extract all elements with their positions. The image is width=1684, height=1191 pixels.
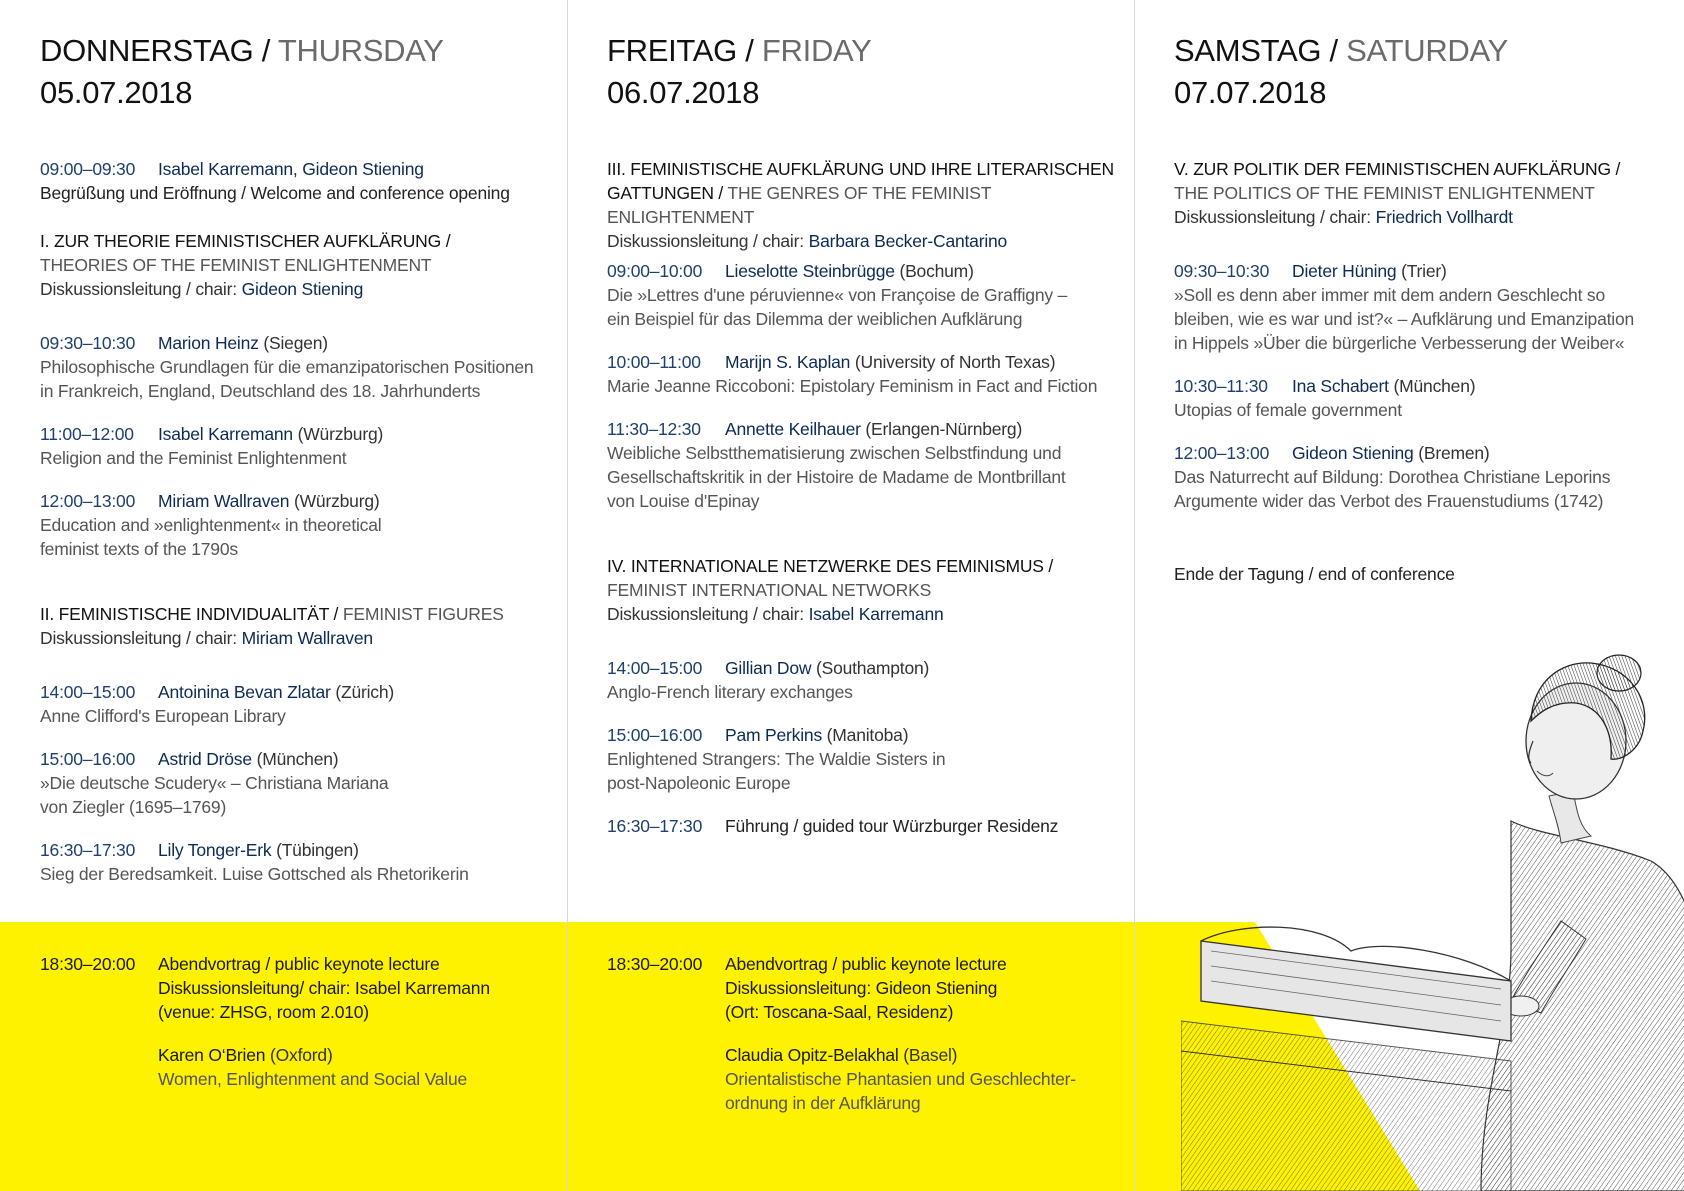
chair: Gideon Stiening xyxy=(875,978,998,998)
time: 14:00–15:00 xyxy=(40,682,136,702)
en: THEORIES OF THE FEMINIST ENLIGHTENMENT xyxy=(40,255,432,275)
time: 12:00–13:00 xyxy=(40,491,136,511)
time: 15:00–16:00 xyxy=(40,749,136,769)
engraving-illustration xyxy=(1181,621,1684,1191)
section-header xyxy=(1174,157,1684,229)
day-heading xyxy=(40,30,444,114)
chair: Friedrich Vollhardt xyxy=(1375,207,1513,227)
de: I. ZUR THEORIE FEMINISTISCHER AUFKLÄRUNG / xyxy=(40,231,451,251)
day-en: SATURDAY xyxy=(1346,33,1508,68)
chair-label: Diskussionsleitung/ chair: xyxy=(158,978,351,998)
desc: Argumente wider das Verbot des Frauenstudiums (1742) xyxy=(1174,491,1604,511)
en: THE POLITICS OF THE FEMINIST ENLIGHTENMENT xyxy=(1174,183,1595,203)
day-en: THURSDAY xyxy=(277,33,444,68)
desc: in Hippels »Über die bürgerliche Verbesserung der Weiber« xyxy=(1174,333,1625,353)
talk xyxy=(1174,259,1684,355)
chair: Barbara Becker-Cantarino xyxy=(808,231,1008,251)
name: Lieselotte Steinbrügge xyxy=(725,261,895,281)
en: FEMINIST FIGURES xyxy=(342,604,504,624)
name: Ina Schabert xyxy=(1292,376,1389,396)
desc: Education and »enlightenment« in theoretical xyxy=(40,515,382,535)
aff: (Basel) xyxy=(903,1045,958,1065)
opening-session xyxy=(40,157,550,205)
keynote xyxy=(607,952,1117,1115)
saturday-column xyxy=(1134,0,1684,1191)
de: IV. INTERNATIONALE NETZWERKE DES FEMINISMUS / xyxy=(607,556,1054,576)
talk xyxy=(607,723,1117,795)
aff: (Southampton) xyxy=(815,658,930,678)
aff: (München) xyxy=(1393,376,1476,396)
chair-label: Diskussionsleitung / chair: xyxy=(40,279,237,299)
desc: Orientalistische Phantasien und Geschlechter- xyxy=(725,1069,1076,1089)
talk xyxy=(607,350,1117,398)
talk xyxy=(607,656,1117,704)
de: V. ZUR POLITIK DER FEMINISTISCHEN AUFKLÄRUNG / xyxy=(1174,159,1621,179)
desc: Enlightened Strangers: The Waldie Sisters in xyxy=(607,749,946,769)
talk xyxy=(40,680,550,728)
aff: (Würzburg) xyxy=(297,424,384,444)
desc: ordnung in der Aufklärung xyxy=(725,1093,921,1113)
date: 06.07.2018 xyxy=(607,75,760,110)
aff: (Trier) xyxy=(1401,261,1447,281)
desc: post-Napoleonic Europe xyxy=(607,773,791,793)
aff: (Bremen) xyxy=(1418,443,1490,463)
en: FEMINIST INTERNATIONAL NETWORKS xyxy=(607,580,932,600)
desc: Anglo-French literary exchanges xyxy=(607,682,853,702)
desc: Anne Clifford's European Library xyxy=(40,706,286,726)
name: Lily Tonger-Erk xyxy=(158,840,272,860)
aff: (Würzburg) xyxy=(293,491,380,511)
time: 11:30–12:30 xyxy=(607,419,701,439)
time: 15:00–16:00 xyxy=(607,725,703,745)
desc: in Frankreich, England, Deutschland des 18. Jahrhunderts xyxy=(40,381,481,401)
de: GATTUNGEN / xyxy=(607,183,724,203)
desc: ein Beispiel für das Dilemma der weiblichen Aufklärung xyxy=(607,309,1023,329)
day-en: FRIDAY xyxy=(761,33,872,68)
name: Pam Perkins xyxy=(725,725,822,745)
talk xyxy=(40,747,550,819)
desc: Gesellschaftskritik in der Histoire de Madame de Montbrillant xyxy=(607,467,1066,487)
name: Gillian Dow xyxy=(725,658,812,678)
section-header xyxy=(607,157,1117,253)
name: Marion Heinz xyxy=(158,333,259,353)
end: Ende der Tagung / end of conference xyxy=(1174,564,1455,584)
chair-label: Diskussionsleitung / chair: xyxy=(607,231,804,251)
speaker: Claudia Opitz-Belakhal xyxy=(725,1045,899,1065)
time: 12:00–13:00 xyxy=(1174,443,1270,463)
desc: Sieg der Beredsamkeit. Luise Gottsched als Rhetorikerin xyxy=(40,864,469,884)
desc: Weibliche Selbstthematisierung zwischen Selbstfindung und xyxy=(607,443,1062,463)
aff: (University of North Texas) xyxy=(854,352,1056,372)
desc: »Soll es denn aber immer mit dem andern Geschlecht so xyxy=(1174,285,1606,305)
venue: (venue: ZHSG, room 2.010) xyxy=(158,1002,369,1022)
name: Miriam Wallraven xyxy=(158,491,290,511)
thursday-column xyxy=(0,0,567,1191)
day-heading xyxy=(607,30,871,114)
name: Astrid Dröse xyxy=(158,749,252,769)
section-header xyxy=(40,229,550,301)
chair: Isabel Karremann xyxy=(354,978,490,998)
aff: (Tübingen) xyxy=(276,840,359,860)
end-of-conference xyxy=(1174,562,1684,586)
time: 11:00–12:00 xyxy=(40,424,134,444)
talk xyxy=(40,838,550,886)
en: THE GENRES OF THE FEMINIST ENLIGHTENMENT xyxy=(607,183,991,227)
keynote xyxy=(40,952,550,1091)
talk xyxy=(607,259,1117,331)
day-de: SAMSTAG / xyxy=(1174,33,1338,68)
talk xyxy=(40,331,550,403)
aff: (Siegen) xyxy=(263,333,328,353)
aff: (München) xyxy=(256,749,339,769)
desc: Marie Jeanne Riccoboni: Epistolary Feminism in Fact and Fiction xyxy=(607,376,1098,396)
text: Führung / guided tour Würzburger Residenz xyxy=(725,816,1059,836)
venue: (Ort: Toscana-Saal, Residenz) xyxy=(725,1002,954,1022)
aff: (Manitoba) xyxy=(826,725,909,745)
desc: Die »Lettres d'une péruvienne« von Françoise de Graffigny – xyxy=(607,285,1068,305)
section-header xyxy=(40,602,550,650)
aff: (Zürich) xyxy=(335,682,395,702)
time: 09:30–10:30 xyxy=(40,333,136,353)
time: 14:00–15:00 xyxy=(607,658,703,678)
date: 07.07.2018 xyxy=(1174,75,1327,110)
desc: von Louise d'Epinay xyxy=(607,491,760,511)
name: Dieter Hüning xyxy=(1292,261,1397,281)
chair-label: Diskussionsleitung: xyxy=(725,978,871,998)
name: Marijn S. Kaplan xyxy=(725,352,851,372)
date: 05.07.2018 xyxy=(40,75,193,110)
desc: feminist texts of the 1790s xyxy=(40,539,238,559)
talk xyxy=(1174,441,1684,513)
time: 09:00–10:00 xyxy=(607,261,703,281)
chair-label: Diskussionsleitung / chair: xyxy=(607,604,804,624)
aff: (Erlangen-Nürnberg) xyxy=(865,419,1023,439)
aff: (Oxford) xyxy=(270,1045,333,1065)
name: Annette Keilhauer xyxy=(725,419,861,439)
talk xyxy=(1174,374,1684,422)
de: III. FEMINISTISCHE AUFKLÄRUNG UND IHRE LITERARISCHEN xyxy=(607,159,1114,179)
desc: Begrüßung und Eröffnung / Welcome and conference opening xyxy=(40,183,510,203)
chair: Miriam Wallraven xyxy=(241,628,373,648)
desc: Philosophische Grundlagen für die emanzipatorischen Positionen xyxy=(40,357,534,377)
aff: (Bochum) xyxy=(899,261,974,281)
talk xyxy=(40,422,550,470)
de: II. FEMINISTISCHE INDIVIDUALITÄT / xyxy=(40,604,339,624)
section-header xyxy=(607,554,1117,626)
time: 16:30–17:30 xyxy=(607,816,703,836)
chair: Isabel Karremann xyxy=(808,604,944,624)
guided-tour xyxy=(607,814,1117,838)
friday-column xyxy=(567,0,1134,1191)
desc: bleiben, wie es war und ist?« – Aufklärung und Emanzipation xyxy=(1174,309,1635,329)
desc: Das Naturrecht auf Bildung: Dorothea Christiane Leporins xyxy=(1174,467,1611,487)
desc: Utopias of female government xyxy=(1174,400,1402,420)
time: 10:00–11:00 xyxy=(607,352,701,372)
talk xyxy=(40,489,550,561)
title: Abendvortrag / public keynote lecture xyxy=(158,954,440,974)
desc: »Die deutsche Scudery« – Christiana Mariana xyxy=(40,773,389,793)
name: Antoinina Bevan Zlatar xyxy=(158,682,331,702)
time: 18:30–20:00 xyxy=(40,954,136,974)
time: 16:30–17:30 xyxy=(40,840,136,860)
time: 10:30–11:30 xyxy=(1174,376,1268,396)
chair: Gideon Stiening xyxy=(241,279,364,299)
desc: Religion and the Feminist Enlightenment xyxy=(40,448,347,468)
day-de: DONNERSTAG / xyxy=(40,33,271,68)
time: 18:30–20:00 xyxy=(607,954,703,974)
name: Gideon Stiening xyxy=(1292,443,1414,463)
desc: von Ziegler (1695–1769) xyxy=(40,797,227,817)
desc: Women, Enlightenment and Social Value xyxy=(158,1069,468,1089)
chair-label: Diskussionsleitung / chair: xyxy=(40,628,237,648)
day-de: FREITAG / xyxy=(607,33,754,68)
names: Isabel Karremann, Gideon Stiening xyxy=(158,159,424,179)
name: Isabel Karremann xyxy=(158,424,293,444)
talk xyxy=(607,417,1117,513)
day-heading xyxy=(1174,30,1508,114)
time: 09:30–10:30 xyxy=(1174,261,1270,281)
time: 09:00–09:30 xyxy=(40,159,136,179)
chair-label: Diskussionsleitung / chair: xyxy=(1174,207,1371,227)
title: Abendvortrag / public keynote lecture xyxy=(725,954,1007,974)
speaker: Karen O‘Brien xyxy=(158,1045,266,1065)
